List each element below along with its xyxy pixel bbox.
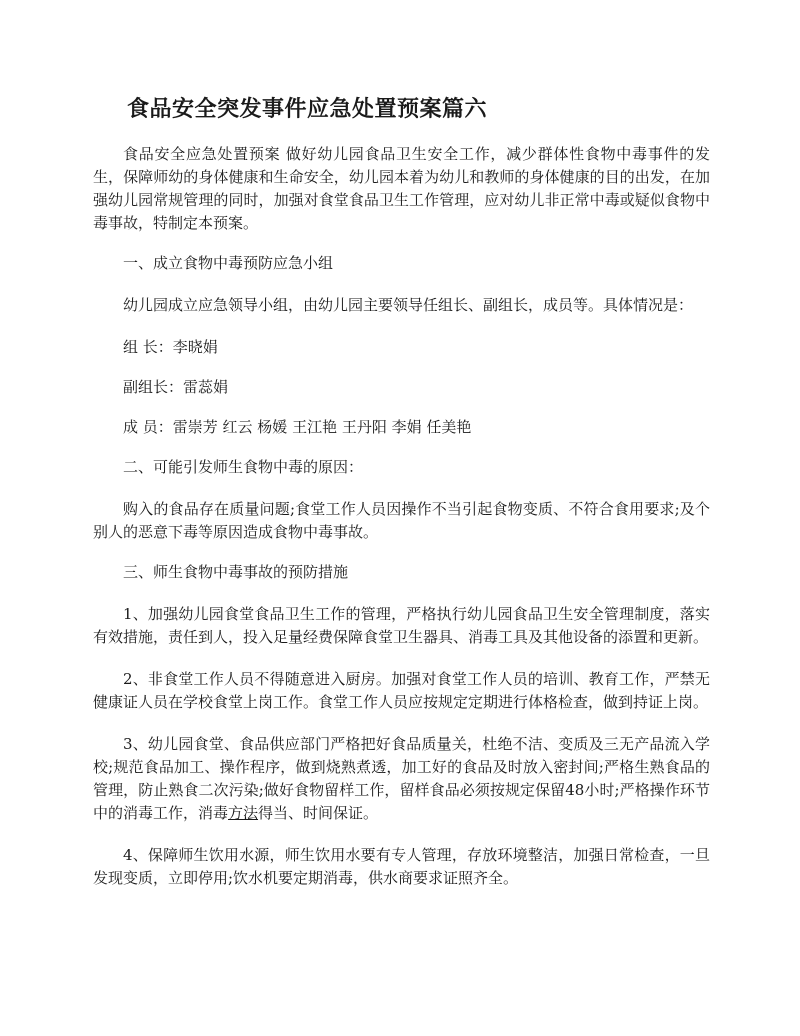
document-body (93, 143, 710, 890)
measure-3-text-a: 3、幼儿园食堂、食品供应部门严格把好食品质量关，杜绝不洁、变质及三无产品流入学校;规范食品加工、操作程序，做到烧熟煮透，加工好的食品及时放入密封间;严格生熟食品的管理，防止熟食二次污染;做好食物留样工作，留样食品必须按规定保留48小时;严格操作环节中的消毒工作，消毒 (93, 735, 710, 822)
group-deputy: 副组长：雷蕊娟 (123, 378, 229, 396)
measure-4: 4、保障师生饮用水源，师生饮用水要有专人管理，存放环境整洁，加强日常检查，一旦发现变质，立即停用;饮水机要定期消毒，供水商要求证照齐全。 (93, 846, 710, 887)
group-leader: 组 长：李晓娟 (123, 338, 218, 356)
page-title: 食品安全突发事件应急处置预案篇六 (127, 96, 488, 122)
section-heading-2: 二、可能引发师生食物中毒的原因： (123, 458, 364, 476)
section-heading-1: 一、成立食物中毒预防应急小组 (123, 254, 334, 272)
group-description: 幼儿园成立应急领导小组，由幼儿园主要领导任组长、副组长，成员等。具体情况是： (123, 296, 694, 314)
intro-paragraph: 食品安全应急处置预案 做好幼儿园食品卫生安全工作，减少群体性食物中毒事件的发生，保障师幼的身体健康和生命安全，幼儿园本着为幼儿和教师的身体健康的目的出发，在加强幼儿园常规管理的同时，加强对食堂食品卫生工作管理，应对幼儿非正常中毒或疑似食物中毒事故，特制定本预案。 (93, 145, 710, 232)
measure-3 (93, 733, 710, 825)
measure-3-text-b: 得当、时间保证。 (258, 804, 379, 822)
section-heading-3: 三、师生食物中毒事故的预防措施 (123, 563, 349, 581)
method-link[interactable]: 方法 (228, 804, 259, 822)
measure-1: 1、加强幼儿园食堂食品卫生工作的管理，严格执行幼儿园食品卫生安全管理制度，落实有效措施，责任到人，投入足量经费保障食堂卫生器具、消毒工具及其他设备的添置和更新。 (93, 605, 710, 646)
causes-paragraph: 购入的食品存在质量问题;食堂工作人员因操作不当引起食物变质、不符合食用要求;及个别人的恶意下毒等原因造成食物中毒事故。 (93, 500, 710, 541)
group-members: 成 员：雷崇芳 红云 杨媛 王江艳 王丹阳 李娟 任美艳 (123, 418, 472, 436)
measure-2: 2、非食堂工作人员不得随意进入厨房。加强对食堂工作人员的培训、教育工作，严禁无健康证人员在学校食堂上岗工作。食堂工作人员应按规定定期进行体格检查，做到持证上岗。 (93, 670, 710, 711)
